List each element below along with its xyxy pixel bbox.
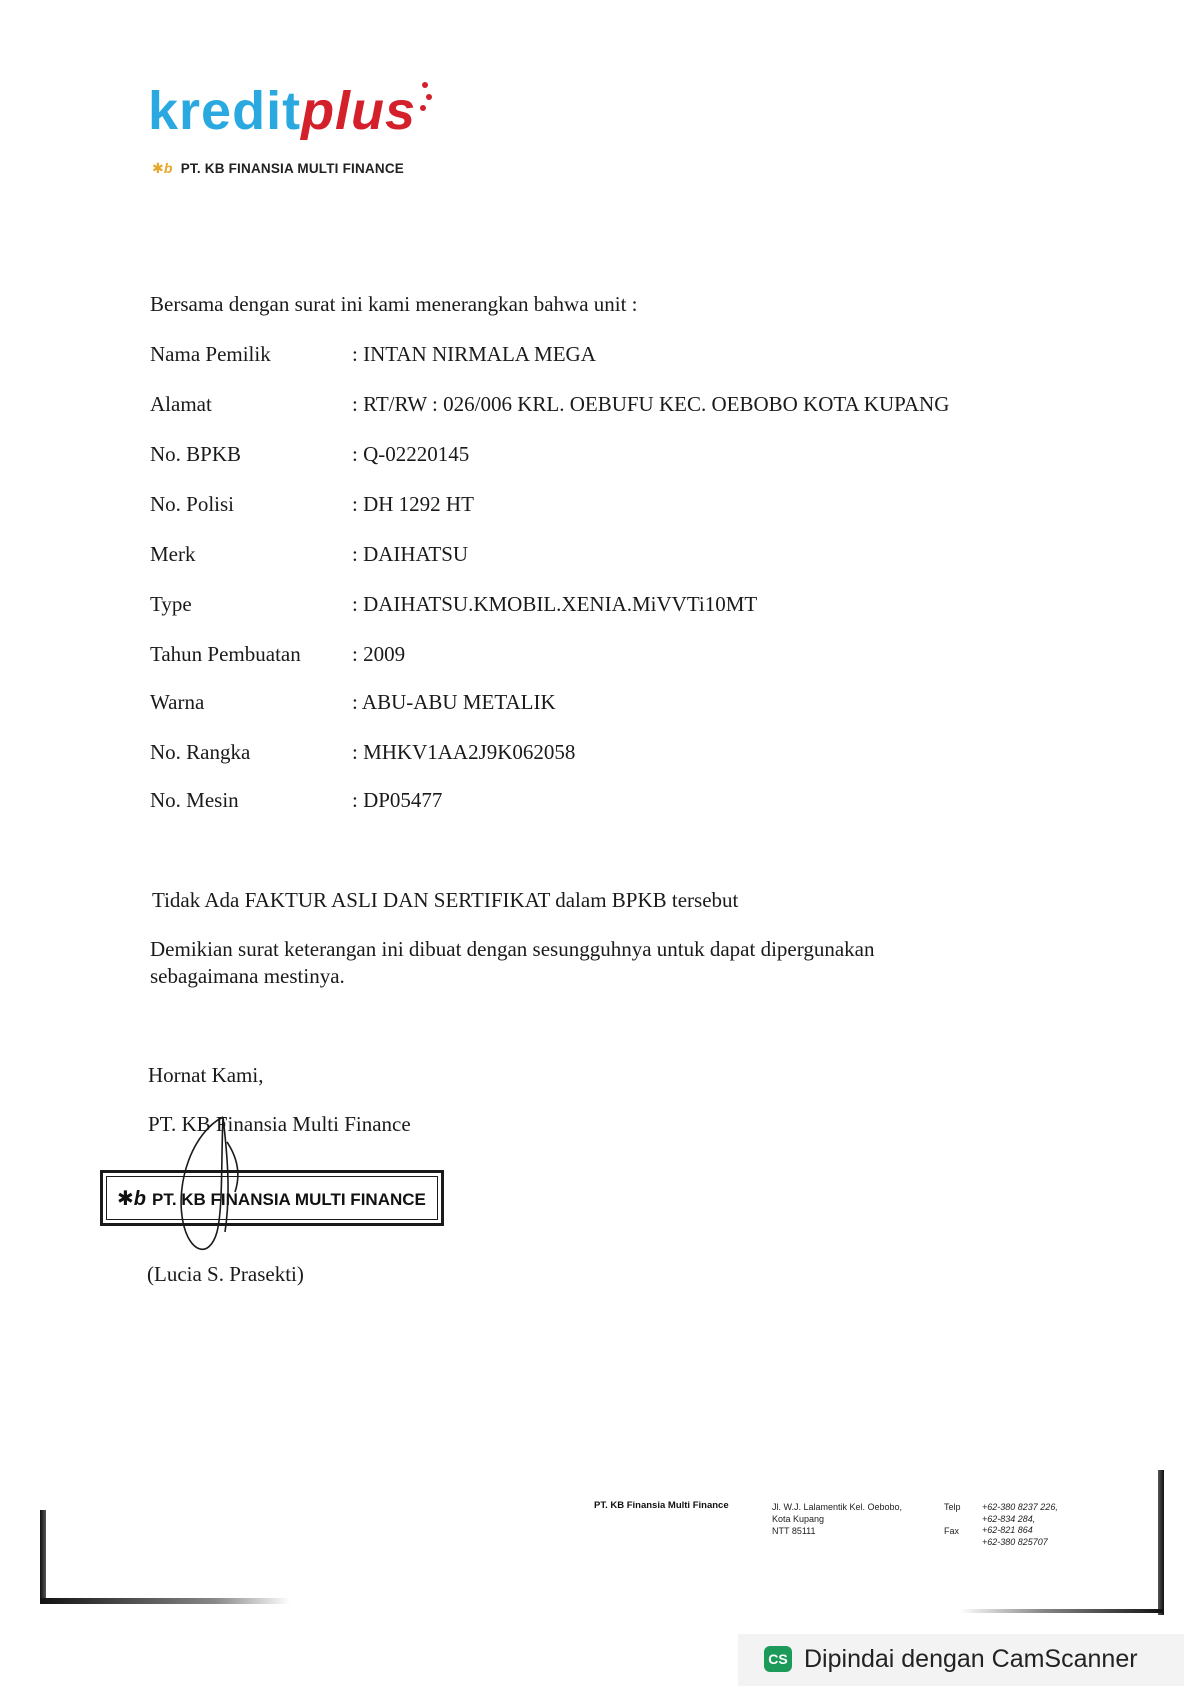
field-label: No. Rangka	[150, 740, 251, 764]
field-label: Nama Pemilik	[150, 342, 271, 366]
closing-text: Demikian surat keterangan ini dibuat dengan sesungguhnya untuk dapat dipergunakan sebagaimana mestinya.	[150, 937, 875, 988]
field-row-warna	[150, 690, 1050, 720]
signer-name: (Lucia S. Prasekti)	[147, 1262, 304, 1286]
field-row-nama-pemilik	[150, 342, 1050, 372]
field-value: : DH 1292 HT	[352, 492, 474, 516]
field-label: Warna	[150, 690, 205, 714]
field-label: Alamat	[150, 392, 212, 416]
field-label: No. Mesin	[150, 788, 239, 812]
field-value: : DP05477	[352, 788, 443, 812]
field-value: : DAIHATSU	[352, 542, 469, 566]
field-value: : MHKV1AA2J9K062058	[352, 740, 576, 764]
field-row-no-rangka	[150, 740, 1050, 770]
scan-edge-left	[40, 1510, 46, 1600]
scan-edge-bottom-left	[40, 1598, 290, 1604]
kb-stamp-icon: ✱b	[117, 1188, 146, 1210]
field-label: No. BPKB	[150, 442, 242, 466]
field-value: : ABU-ABU METALIK	[352, 690, 556, 714]
scan-edge-bottom-right	[960, 1609, 1164, 1613]
kreditplus-logo	[148, 81, 417, 141]
field-row-alamat	[150, 392, 1050, 422]
camscanner-icon: CS	[764, 1646, 792, 1672]
logo-kredit-text: kredit	[148, 81, 302, 141]
stamp-text: PT. KB FINANSIA MULTI FINANCE	[151, 1190, 426, 1209]
footer-phones: +62-380 8237 226, +62-834 284, +62-821 864 +62-380 825707	[982, 1502, 1058, 1547]
field-row-type	[150, 592, 1050, 622]
field-value: : Q-02220145	[352, 442, 470, 466]
field-value: : INTAN NIRMALA MEGA	[352, 342, 596, 366]
intro-text: Bersama dengan surat ini kami menerangkan bahwa unit :	[150, 292, 638, 316]
company-subtitle	[152, 160, 404, 177]
footer-telp-label: Telp	[944, 1502, 961, 1512]
footer-company: PT. KB Finansia Multi Finance	[594, 1500, 729, 1511]
logo-plus-text: plus	[301, 81, 417, 141]
statement-text: Tidak Ada FAKTUR ASLI DAN SERTIFIKAT dalam BPKB tersebut	[152, 888, 739, 912]
field-value: : RT/RW : 026/006 KRL. OEBUFU KEC. OEBOBO KOTA KUPANG	[352, 392, 950, 416]
field-label: Type	[150, 592, 192, 616]
field-row-tahun-pembuatan	[150, 642, 1050, 672]
field-row-no-mesin	[150, 788, 1050, 818]
field-value: : 2009	[352, 642, 406, 666]
logo-dots-icon	[414, 80, 432, 120]
kb-mark-icon: ✱b	[152, 160, 173, 176]
field-value: : DAIHATSU.KMOBIL.XENIA.MiVVTi10MT	[352, 592, 758, 616]
scan-edge-right	[1158, 1470, 1164, 1615]
field-row-no-polisi	[150, 492, 1050, 522]
field-row-merk	[150, 542, 1050, 572]
field-label: Tahun Pembuatan	[150, 642, 301, 666]
camscanner-watermark	[738, 1634, 1184, 1686]
field-label: Merk	[150, 542, 196, 566]
footer-address: Jl. W.J. Lalamentik Kel. Oebobo, Kota Kupang NTT 85111	[772, 1502, 903, 1536]
footer-fax-label: Fax	[944, 1526, 960, 1536]
greeting-text: Hornat Kami,	[148, 1063, 264, 1087]
field-row-no-bpkb	[150, 442, 1050, 472]
field-label: No. Polisi	[150, 492, 235, 516]
handwritten-signature	[165, 1112, 285, 1262]
camscanner-text: Dipindai dengan CamScanner	[804, 1645, 1138, 1673]
signature-company-text: PT. KB Finansia Multi Finance	[148, 1112, 411, 1136]
company-subtitle-text: PT. KB FINANSIA MULTI FINANCE	[180, 161, 404, 176]
